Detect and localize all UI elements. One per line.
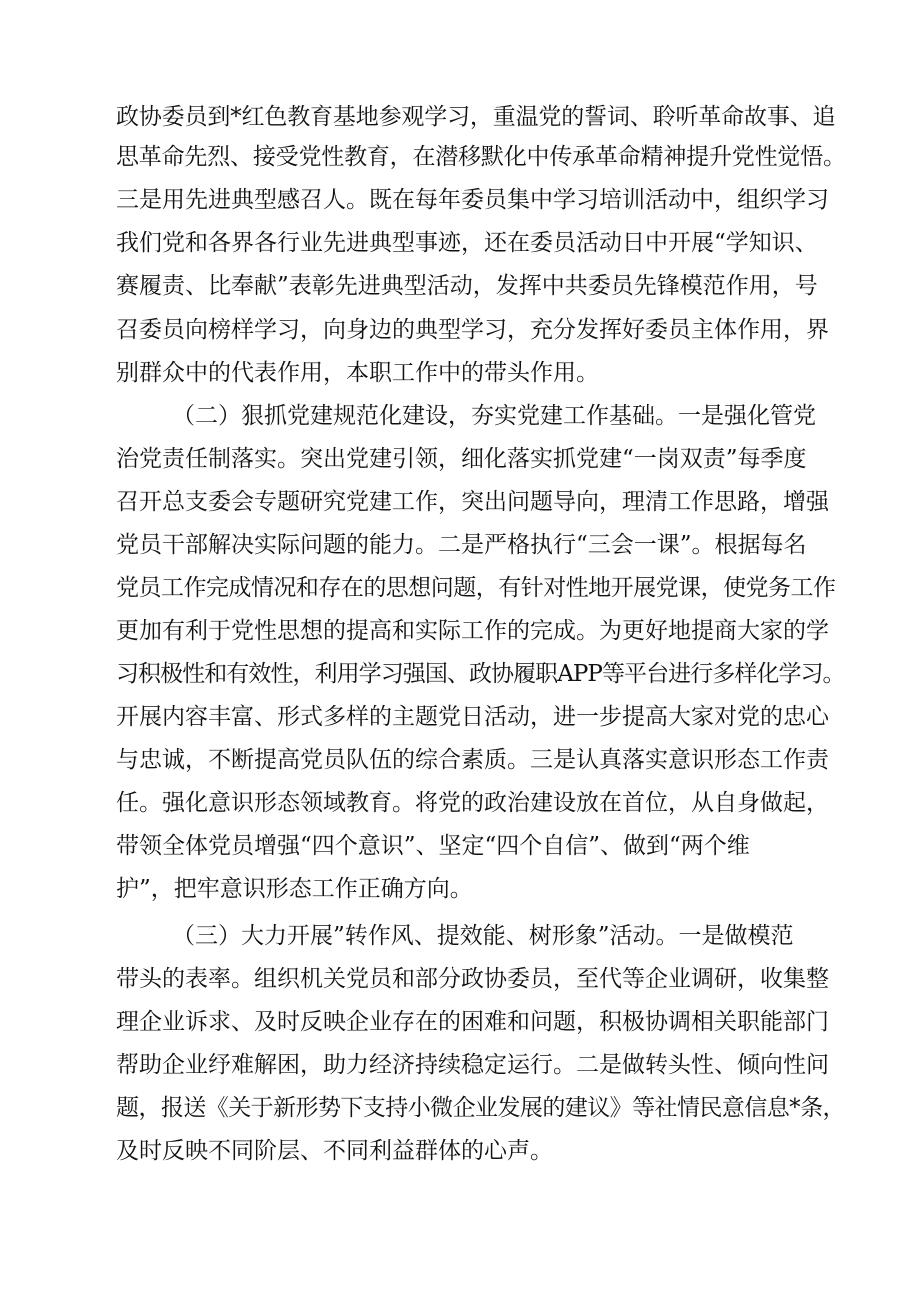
text-line: 更加有利于党性思想的提高和实际工作的完成。为更好地提商大家的学 xyxy=(116,618,829,644)
text-line: 治党责任制落实。突出党建引领，细化落实抓党建“一岗双责”每季度 xyxy=(116,446,807,472)
text-line: 带领全体党员增强“四个意识”、坚定“四个自信”、做到“两个维 xyxy=(116,833,750,859)
section-heading-line: （二）狠抓党建规范化建设，夯实党建工作基础。一是强化管党 xyxy=(172,403,816,429)
text-line: 帮助企业纾难解困，助力经济持续稳定运行。二是做转头性、倾向性问 xyxy=(116,1052,829,1078)
text-line: 带头的表率。组织机关党员和部分政协委员，至代等企业调研，收集整 xyxy=(116,966,829,992)
text-line: 与忠诚，不断提高党员队伍的综合素质。三是认真落实意识形态工作责 xyxy=(116,747,829,773)
text-line: 题，报送《关于新形势下支持小微企业发展的建议》等社情民意信息*条， xyxy=(116,1095,845,1121)
text-line: 三是用先进典型感召人。既在每年委员集中学习培训活动中，组织学习 xyxy=(116,187,829,213)
text-line: 党员工作完成情况和存在的思想问题，有针对性地开展党课，使党务工作 xyxy=(116,575,836,601)
text-line: 护”，把牢意识形态工作正确方向。 xyxy=(116,876,473,902)
section-heading-line: （三）大力开展”转作风、提效能、树形象”活动。一是做模范 xyxy=(172,923,794,949)
text-line: 任。强化意识形态领域教育。将党的政治建设放在首位，从自身做起， xyxy=(116,790,829,816)
text-line: 开展内容丰富、形式多样的主题党日活动，进一步提高大家对党的忠心 xyxy=(116,704,829,730)
text-line: 思革命先烈、接受党性教育，在潜移默化中传承革命精神提升党性觉悟。 xyxy=(116,144,846,170)
text-line: 理企业诉求、及时反映企业存在的困难和问题，积极协调相关职能部门 xyxy=(116,1009,829,1035)
text-line: 赛履责、比奉献”表彰先进典型活动，发挥中共委员先锋模范作用，号 xyxy=(116,273,818,299)
text-line: 习积极性和有效性，利用学习强国、政协履职APP等平台进行多样化学习。 xyxy=(116,661,845,687)
text-line: 召委员向榜样学习，向身边的典型学习，充分发挥好委员主体作用，界 xyxy=(116,317,829,343)
text-line: 我们党和各界各行业先进典型事迹，还在委员活动日中开展“学知识、 xyxy=(116,230,818,256)
text-line: 政协委员到*红色教育基地参观学习，重温党的誓词、聆听革命故事、追 xyxy=(116,104,836,130)
text-line: 召开总支委会专题研究党建工作，突出问题导向，理清工作思路，增强 xyxy=(116,489,829,515)
text-line: 别群众中的代表作用，本职工作中的带头作用。 xyxy=(116,360,599,386)
text-line: 及时反映不同阶层、不同利益群体的心声。 xyxy=(116,1138,553,1164)
text-line: 党员干部解决实际问题的能力。二是严格执行“三会一课”。根据每名 xyxy=(116,532,807,558)
